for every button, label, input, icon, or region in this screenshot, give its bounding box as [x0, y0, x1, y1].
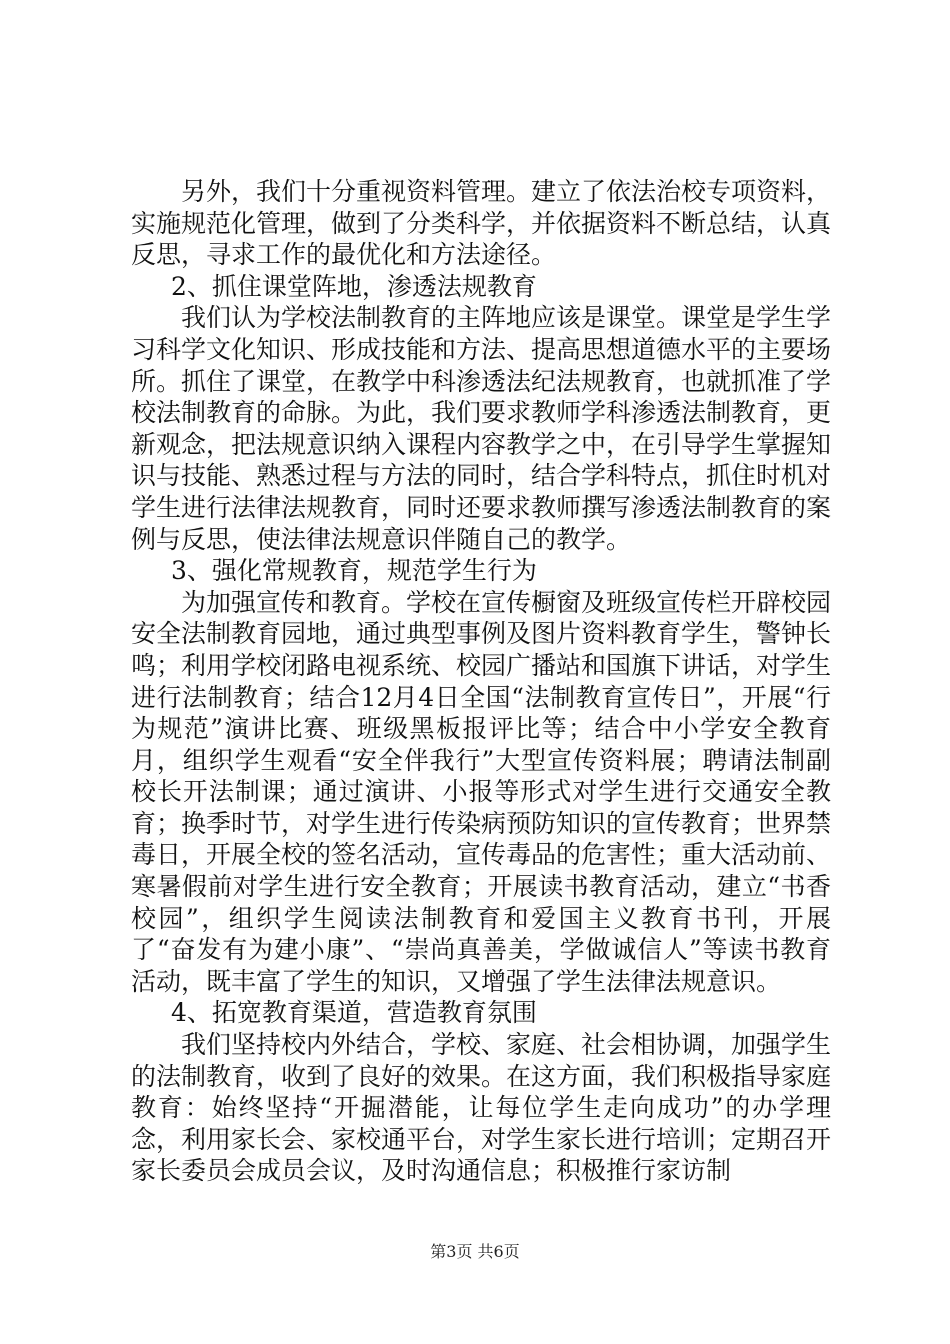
section-heading-education-channels: 4、拓宽教育渠道，营造教育氛围 [171, 998, 537, 1028]
page-number-footer: 第3页 共6页 [430, 1242, 520, 1261]
section-heading-routine-education: 3、强化常规教育，规范学生行为 [171, 556, 537, 586]
section-heading-classroom: 2、抓住课堂阵地，渗透法规教育 [171, 271, 537, 301]
paragraph-archive-management: 另外，我们十分重视资料管理。建立了依法治校专项资料，实施规范化管理，做到了分类科学，并依据资料不断总结，认真反思，寻求工作的最优化和方法途径。 [131, 177, 832, 270]
paragraph-routine-education: 为加强宣传和教育。学校在宣传橱窗及班级宣传栏开辟校园安全法制教育园地，通过典型事例及图片资料教育学生，警钟长鸣；利用学校闭路电视系统、校园广播站和国旗下讲话，对学生进行法制教育；结合12月4日全国“法制教育宣传日”，开展“行为规范”演讲比赛、班级黑板报评比等；结合中小学安全教育月，组织学生观看“安全伴我行”大型宣传资料展；聘请法制副校长开法制课；通过演讲、小报等形式对学生进行交通安全教育；换季时节，对学生进行传染病预防知识的宣传教育；世界禁毒日，开展全校的签名活动，宣传毒品的危害性；重大活动前、寒暑假前对学生进行安全教育；开展读书教育活动，建立“书香校园”，组织学生阅读法制教育和爱国主义教育书刊，开展了“奋发有为建小康”、“崇尚真善美，学做诚信人”等读书教育活动，既丰富了学生的知识，又增强了学生法律法规意识。 [131, 587, 832, 996]
paragraph-education-channels: 我们坚持校内外结合，学校、家庭、社会相协调，加强学生的法制教育，收到了良好的效果。在这方面，我们积极指导家庭教育：始终坚持“开掘潜能，让每位学生走向成功”的办学理念，利用家长会、家校通平台，对学生家长进行培训；定期召开家长委员会成员会议，及时沟通信息；积极推行家访制 [131, 1030, 832, 1186]
paragraph-classroom: 我们认为学校法制教育的主阵地应该是课堂。课堂是学生学习科学文化知识、形成技能和方法、提高思想道德水平的主要场所。抓住了课堂，在教学中科渗透法纪法规教育，也就抓准了学校法制教育的命脉。为此，我们要求教师学科渗透法制教育，更新观念，把法规意识纳入课程内容教学之中，在引导学生掌握知识与技能、熟悉过程与方法的同时，结合学科特点，抓住时机对学生进行法律法规教育，同时还要求教师撰写渗透法制教育的案例与反思，使法律法规意识伴随自己的教学。 [131, 303, 832, 554]
document-body [131, 176, 831, 1187]
